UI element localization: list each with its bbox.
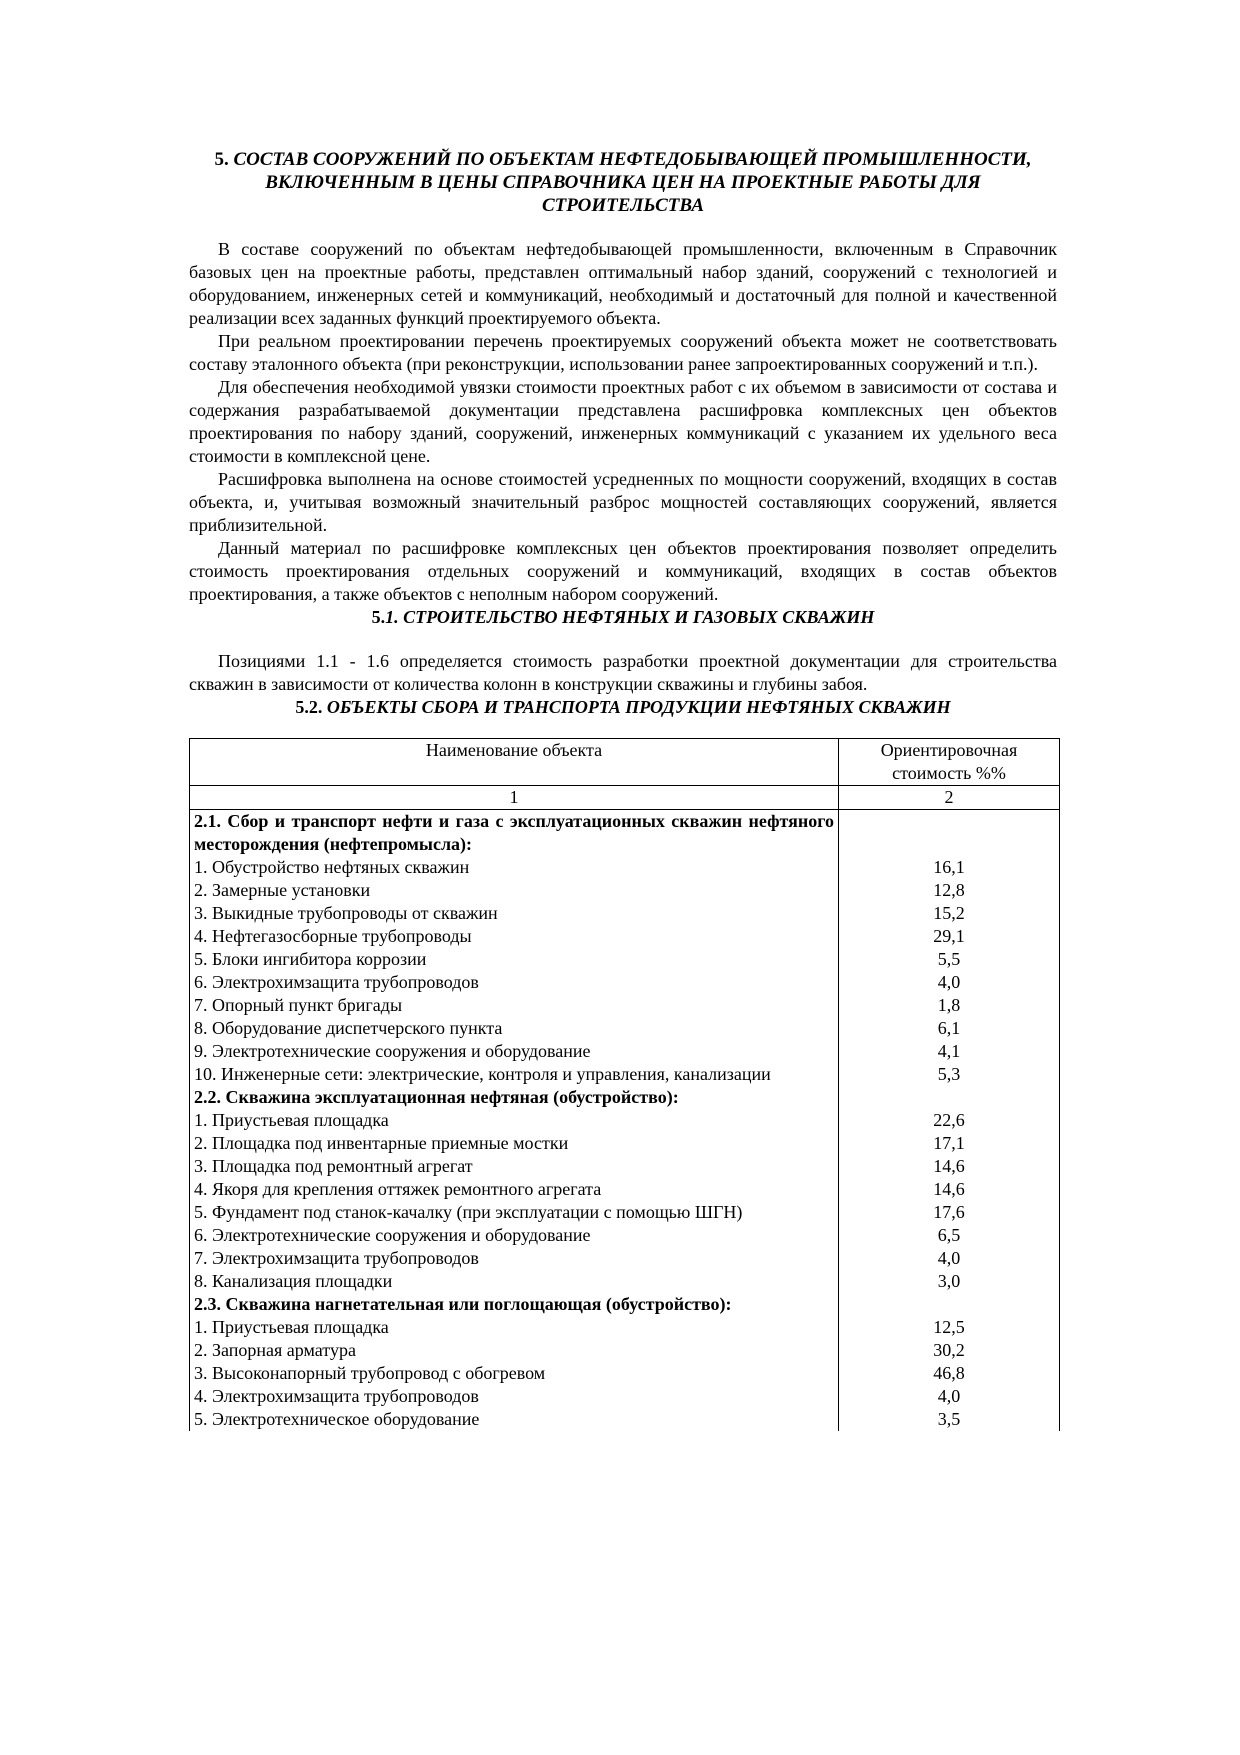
cost-percent-cell: 4,0	[839, 971, 1060, 994]
section-5-1-number-italic: 1.	[385, 607, 399, 627]
cost-percent-cell: 3,0	[839, 1270, 1060, 1293]
cost-percent-cell: 5,3	[839, 1063, 1060, 1086]
object-name-cell: 2. Площадка под инвентарные приемные мостки	[190, 1132, 839, 1155]
section-5-2-heading	[189, 696, 1057, 719]
table-row	[190, 1155, 1060, 1178]
table-row	[190, 1017, 1060, 1040]
table-row	[190, 1270, 1060, 1293]
object-name-cell: 7. Электрохимзащита трубопроводов	[190, 1247, 839, 1270]
table-row	[190, 994, 1060, 1017]
cost-percent-cell: 4,0	[839, 1247, 1060, 1270]
table-row	[190, 1339, 1060, 1362]
object-name-cell: 5. Фундамент под станок-качалку (при эксплуатации с помощью ШГН)	[190, 1201, 839, 1224]
cost-percent-cell: 29,1	[839, 925, 1060, 948]
object-name-cell: 3. Выкидные трубопроводы от скважин	[190, 902, 839, 925]
section-5-2-number: 5.2.	[295, 697, 323, 717]
object-name-cell: 4. Электрохимзащита трубопроводов	[190, 1385, 839, 1408]
table-row	[190, 1224, 1060, 1247]
object-name-cell: 1. Приустьевая площадка	[190, 1316, 839, 1339]
intro-paragraph: Для обеспечения необходимой увязки стоимости проектных работ с их объемом в зависимости от состава и содержания разрабатываемой документации представлена расшифровка комплексных цен объектов проектирования по набору зданий, сооружений, инженерных коммуникаций с указанием их удельного веса стоимости в комплексной цене.	[189, 377, 1057, 466]
table-row	[190, 1178, 1060, 1201]
table-number-row	[190, 786, 1060, 810]
cost-table	[189, 738, 1060, 1431]
table-row	[190, 1132, 1060, 1155]
table-group-row	[190, 810, 1060, 857]
intro-paragraph: Расшифровка выполнена на основе стоимостей усредненных по мощности сооружений, входящих в состав объекта, и, учитывая возможный значительный разброс мощностей составляющих сооружений, является приблизительной.	[189, 469, 1057, 535]
section-5-2-title: ОБЪЕКТЫ СБОРА И ТРАНСПОРТА ПРОДУКЦИИ НЕФТЯНЫХ СКВАЖИН	[326, 697, 951, 717]
object-name-cell: 7. Опорный пункт бригады	[190, 994, 839, 1017]
table-row	[190, 1201, 1060, 1224]
group-title: 2.3. Скважина нагнетательная или поглощающая (обустройство):	[190, 1293, 839, 1316]
cost-percent-cell: 15,2	[839, 902, 1060, 925]
object-name-cell: 3. Высоконапорный трубопровод с обогревом	[190, 1362, 839, 1385]
intro-paragraph: При реальном проектировании перечень проектируемых сооружений объекта может не соответствовать составу эталонного объекта (при реконструкции, использовании ранее запроектированных сооружений и т.п.).	[189, 331, 1057, 374]
group-value-empty	[839, 1086, 1060, 1109]
object-name-cell: 4. Якоря для крепления оттяжек ремонтного агрегата	[190, 1178, 839, 1201]
cost-percent-cell: 12,8	[839, 879, 1060, 902]
object-name-cell: 3. Площадка под ремонтный агрегат	[190, 1155, 839, 1178]
cost-percent-cell: 14,6	[839, 1155, 1060, 1178]
cost-percent-cell: 12,5	[839, 1316, 1060, 1339]
cost-percent-cell: 4,1	[839, 1040, 1060, 1063]
cost-percent-cell: 30,2	[839, 1339, 1060, 1362]
object-name-cell: 2. Запорная арматура	[190, 1339, 839, 1362]
object-name-cell: 8. Оборудование диспетчерского пункта	[190, 1017, 839, 1040]
object-name-cell: 4. Нефтегазосборные трубопроводы	[190, 925, 839, 948]
group-title: 2.1. Сбор и транспорт нефти и газа с эксплуатационных скважин нефтяного месторождения (нефтепромысла):	[190, 810, 839, 857]
section-5-1-title: СТРОИТЕЛЬСТВО НЕФТЯНЫХ И ГАЗОВЫХ СКВАЖИН	[403, 607, 875, 627]
section-5-1-paragraph: Позициями 1.1 - 1.6 определяется стоимость разработки проектной документации для строительства скважин в зависимости от количества колонн в конструкции скважины и глубины забоя.	[189, 651, 1057, 694]
column-header-cost: Ориентировочная стоимость %%	[839, 739, 1060, 786]
table-header-row	[190, 739, 1060, 786]
intro-section	[189, 238, 1057, 606]
section-5-1-number: 5.	[371, 607, 386, 627]
section-5-1-body	[189, 650, 1057, 696]
table-row	[190, 1362, 1060, 1385]
section-5-1-heading	[189, 606, 1057, 629]
table-row	[190, 1109, 1060, 1132]
cost-percent-cell: 14,6	[839, 1178, 1060, 1201]
table-group-row	[190, 1293, 1060, 1316]
table-row	[190, 1247, 1060, 1270]
table-row	[190, 902, 1060, 925]
group-value-empty	[839, 1293, 1060, 1316]
table-row	[190, 1385, 1060, 1408]
table-row	[190, 925, 1060, 948]
table-row	[190, 1408, 1060, 1431]
cost-percent-cell: 46,8	[839, 1362, 1060, 1385]
table-row	[190, 971, 1060, 994]
cost-percent-cell: 16,1	[839, 856, 1060, 879]
title-text: СОСТАВ СООРУЖЕНИЙ ПО ОБЪЕКТАМ НЕФТЕДОБЫВАЮЩЕЙ ПРОМЫШЛЕННОСТИ, ВКЛЮЧЕННЫМ В ЦЕНЫ СПРАВОЧНИКА ЦЕН НА ПРОЕКТНЫЕ РАБОТЫ ДЛЯ СТРОИТЕЛЬСТВА	[233, 149, 1032, 216]
table-group-row	[190, 1086, 1060, 1109]
intro-paragraph: В составе сооружений по объектам нефтедобывающей промышленности, включенным в Справочник базовых цен на проектные работы, представлен оптимальный набор зданий, сооружений с технологией и оборудованием, инженерных сетей и коммуникаций, необходимый и достаточный для полной и качественной реализации всех заданных функций проектируемого объекта.	[189, 239, 1057, 328]
object-name-cell: 1. Обустройство нефтяных скважин	[190, 856, 839, 879]
table-row	[190, 1040, 1060, 1063]
group-title: 2.2. Скважина эксплуатационная нефтяная (обустройство):	[190, 1086, 839, 1109]
object-name-cell: 6. Электротехнические сооружения и оборудование	[190, 1224, 839, 1247]
object-name-cell: 8. Канализация площадки	[190, 1270, 839, 1293]
table-row	[190, 948, 1060, 971]
cost-percent-cell: 17,6	[839, 1201, 1060, 1224]
cost-percent-cell: 1,8	[839, 994, 1060, 1017]
table-row	[190, 856, 1060, 879]
document-page	[189, 148, 1057, 1431]
column-number-1: 1	[190, 786, 839, 810]
column-number-2: 2	[839, 786, 1060, 810]
object-name-cell: 9. Электротехнические сооружения и оборудование	[190, 1040, 839, 1063]
cost-percent-cell: 5,5	[839, 948, 1060, 971]
table-row	[190, 879, 1060, 902]
cost-percent-cell: 17,1	[839, 1132, 1060, 1155]
document-title	[189, 148, 1057, 217]
title-number: 5.	[214, 149, 229, 170]
cost-table-body	[190, 739, 1060, 1432]
column-header-name: Наименование объекта	[190, 739, 839, 786]
object-name-cell: 10. Инженерные сети: электрические, контроля и управления, канализации	[190, 1063, 839, 1086]
cost-percent-cell: 6,1	[839, 1017, 1060, 1040]
cost-percent-cell: 4,0	[839, 1385, 1060, 1408]
object-name-cell: 1. Приустьевая площадка	[190, 1109, 839, 1132]
table-row	[190, 1063, 1060, 1086]
table-row	[190, 1316, 1060, 1339]
object-name-cell: 2. Замерные установки	[190, 879, 839, 902]
intro-paragraph: Данный материал по расшифровке комплексных цен объектов проектирования позволяет определить стоимость проектирования отдельных сооружений и коммуникаций, входящих в состав объектов проектирования, а также объектов с неполным набором сооружений.	[189, 538, 1057, 604]
group-value-empty	[839, 810, 1060, 857]
cost-percent-cell: 3,5	[839, 1408, 1060, 1431]
cost-percent-cell: 22,6	[839, 1109, 1060, 1132]
cost-percent-cell: 6,5	[839, 1224, 1060, 1247]
object-name-cell: 5. Блоки ингибитора коррозии	[190, 948, 839, 971]
object-name-cell: 6. Электрохимзащита трубопроводов	[190, 971, 839, 994]
object-name-cell: 5. Электротехническое оборудование	[190, 1408, 839, 1431]
